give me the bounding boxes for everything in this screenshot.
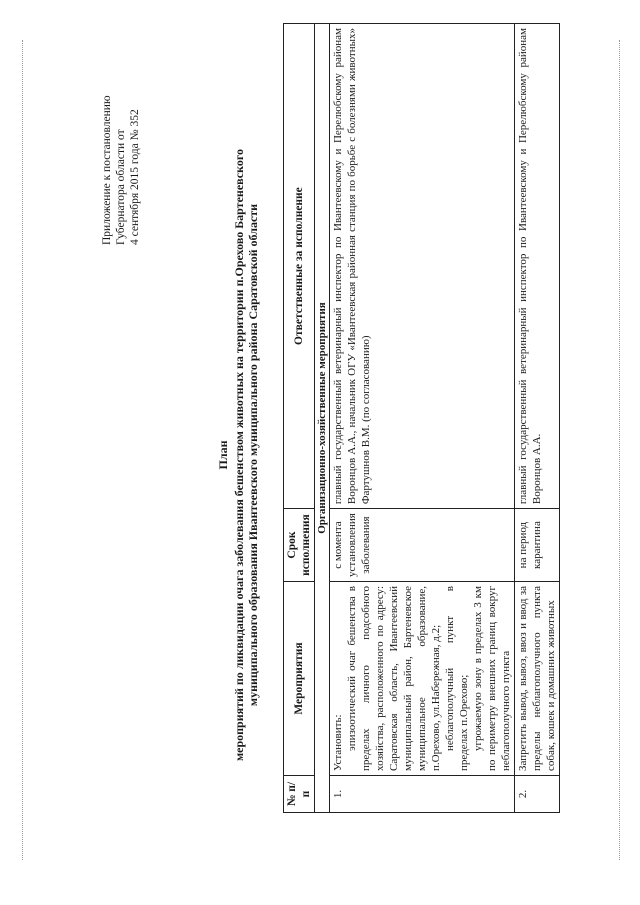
table-row — [515, 24, 560, 813]
header-term: Срок исполнения — [284, 509, 315, 582]
document-heading: План — [216, 440, 230, 470]
row-responsible: главный государственный ветеринарный инспектор по Ивантеевскому и Перелюбскому районам Воронцов А.А., начальник ОГУ «Ивантеевская районная станция по борьбе с болезнями животных» Фартушнов В.М. (по согласованию) — [330, 24, 515, 509]
header-num: № п/п — [284, 776, 315, 813]
activity-paragraph: угрожаемую зону в пределах 3 км по периметру внешних границ вокруг неблагополучного пункта — [472, 586, 512, 771]
header-responsible: Ответственные за исполнение — [284, 24, 315, 509]
header-activities: Мероприятия — [284, 582, 315, 776]
scan-edge-left — [22, 40, 23, 860]
row-activity: Запретить вывод, вывоз, ввоз и ввод за пределы неблагополучного пункта собак, кошек и домашних животных — [515, 582, 560, 776]
activity-paragraph: эпизоотический очаг бешенства в пределах личного подсобного хозяйства, расположенного по адресу: Саратовская область, Ивантеевский муниципальный район, Бартеневское муниципальное образование, п.Орехово, ул.Набережная, д.2; — [346, 586, 442, 771]
section-title: Организационно-хозяйственные мероприятия — [315, 24, 330, 813]
activity-intro: Установить: — [332, 714, 344, 771]
row-term: с момента установления заболевания — [330, 509, 515, 582]
row-number: 2. — [515, 776, 560, 813]
section-row — [315, 24, 330, 813]
appendix-line-1: Приложение к постановлению — [101, 95, 113, 245]
row-number: 1. — [330, 776, 515, 813]
document-title-line-2: муниципального образования Ивантеевского муниципального района Саратовской области — [246, 203, 260, 707]
row-responsible: главный государственный ветеринарный инспектор по Ивантеевскому и Перелюбскому районам Воронцов А.А. — [515, 24, 560, 509]
activity-paragraph: неблагополучный пункт в пределах п.Орехово; — [444, 586, 470, 771]
scan-edge-right — [619, 40, 620, 860]
row-activity — [330, 582, 515, 776]
appendix-line-3: 4 сентября 2015 года № 352 — [129, 109, 141, 245]
appendix-line-2: Губернатора области от — [115, 129, 127, 245]
appendix-note — [100, 95, 142, 245]
plan-table — [283, 23, 560, 813]
document-title-line-1: мероприятий по ликвидации очага заболевания бешенством животных на территории п.Орехово Бартеневского — [232, 148, 246, 762]
table-row — [330, 24, 515, 813]
table-header-row — [284, 24, 315, 813]
row-term: на период карантина — [515, 509, 560, 582]
